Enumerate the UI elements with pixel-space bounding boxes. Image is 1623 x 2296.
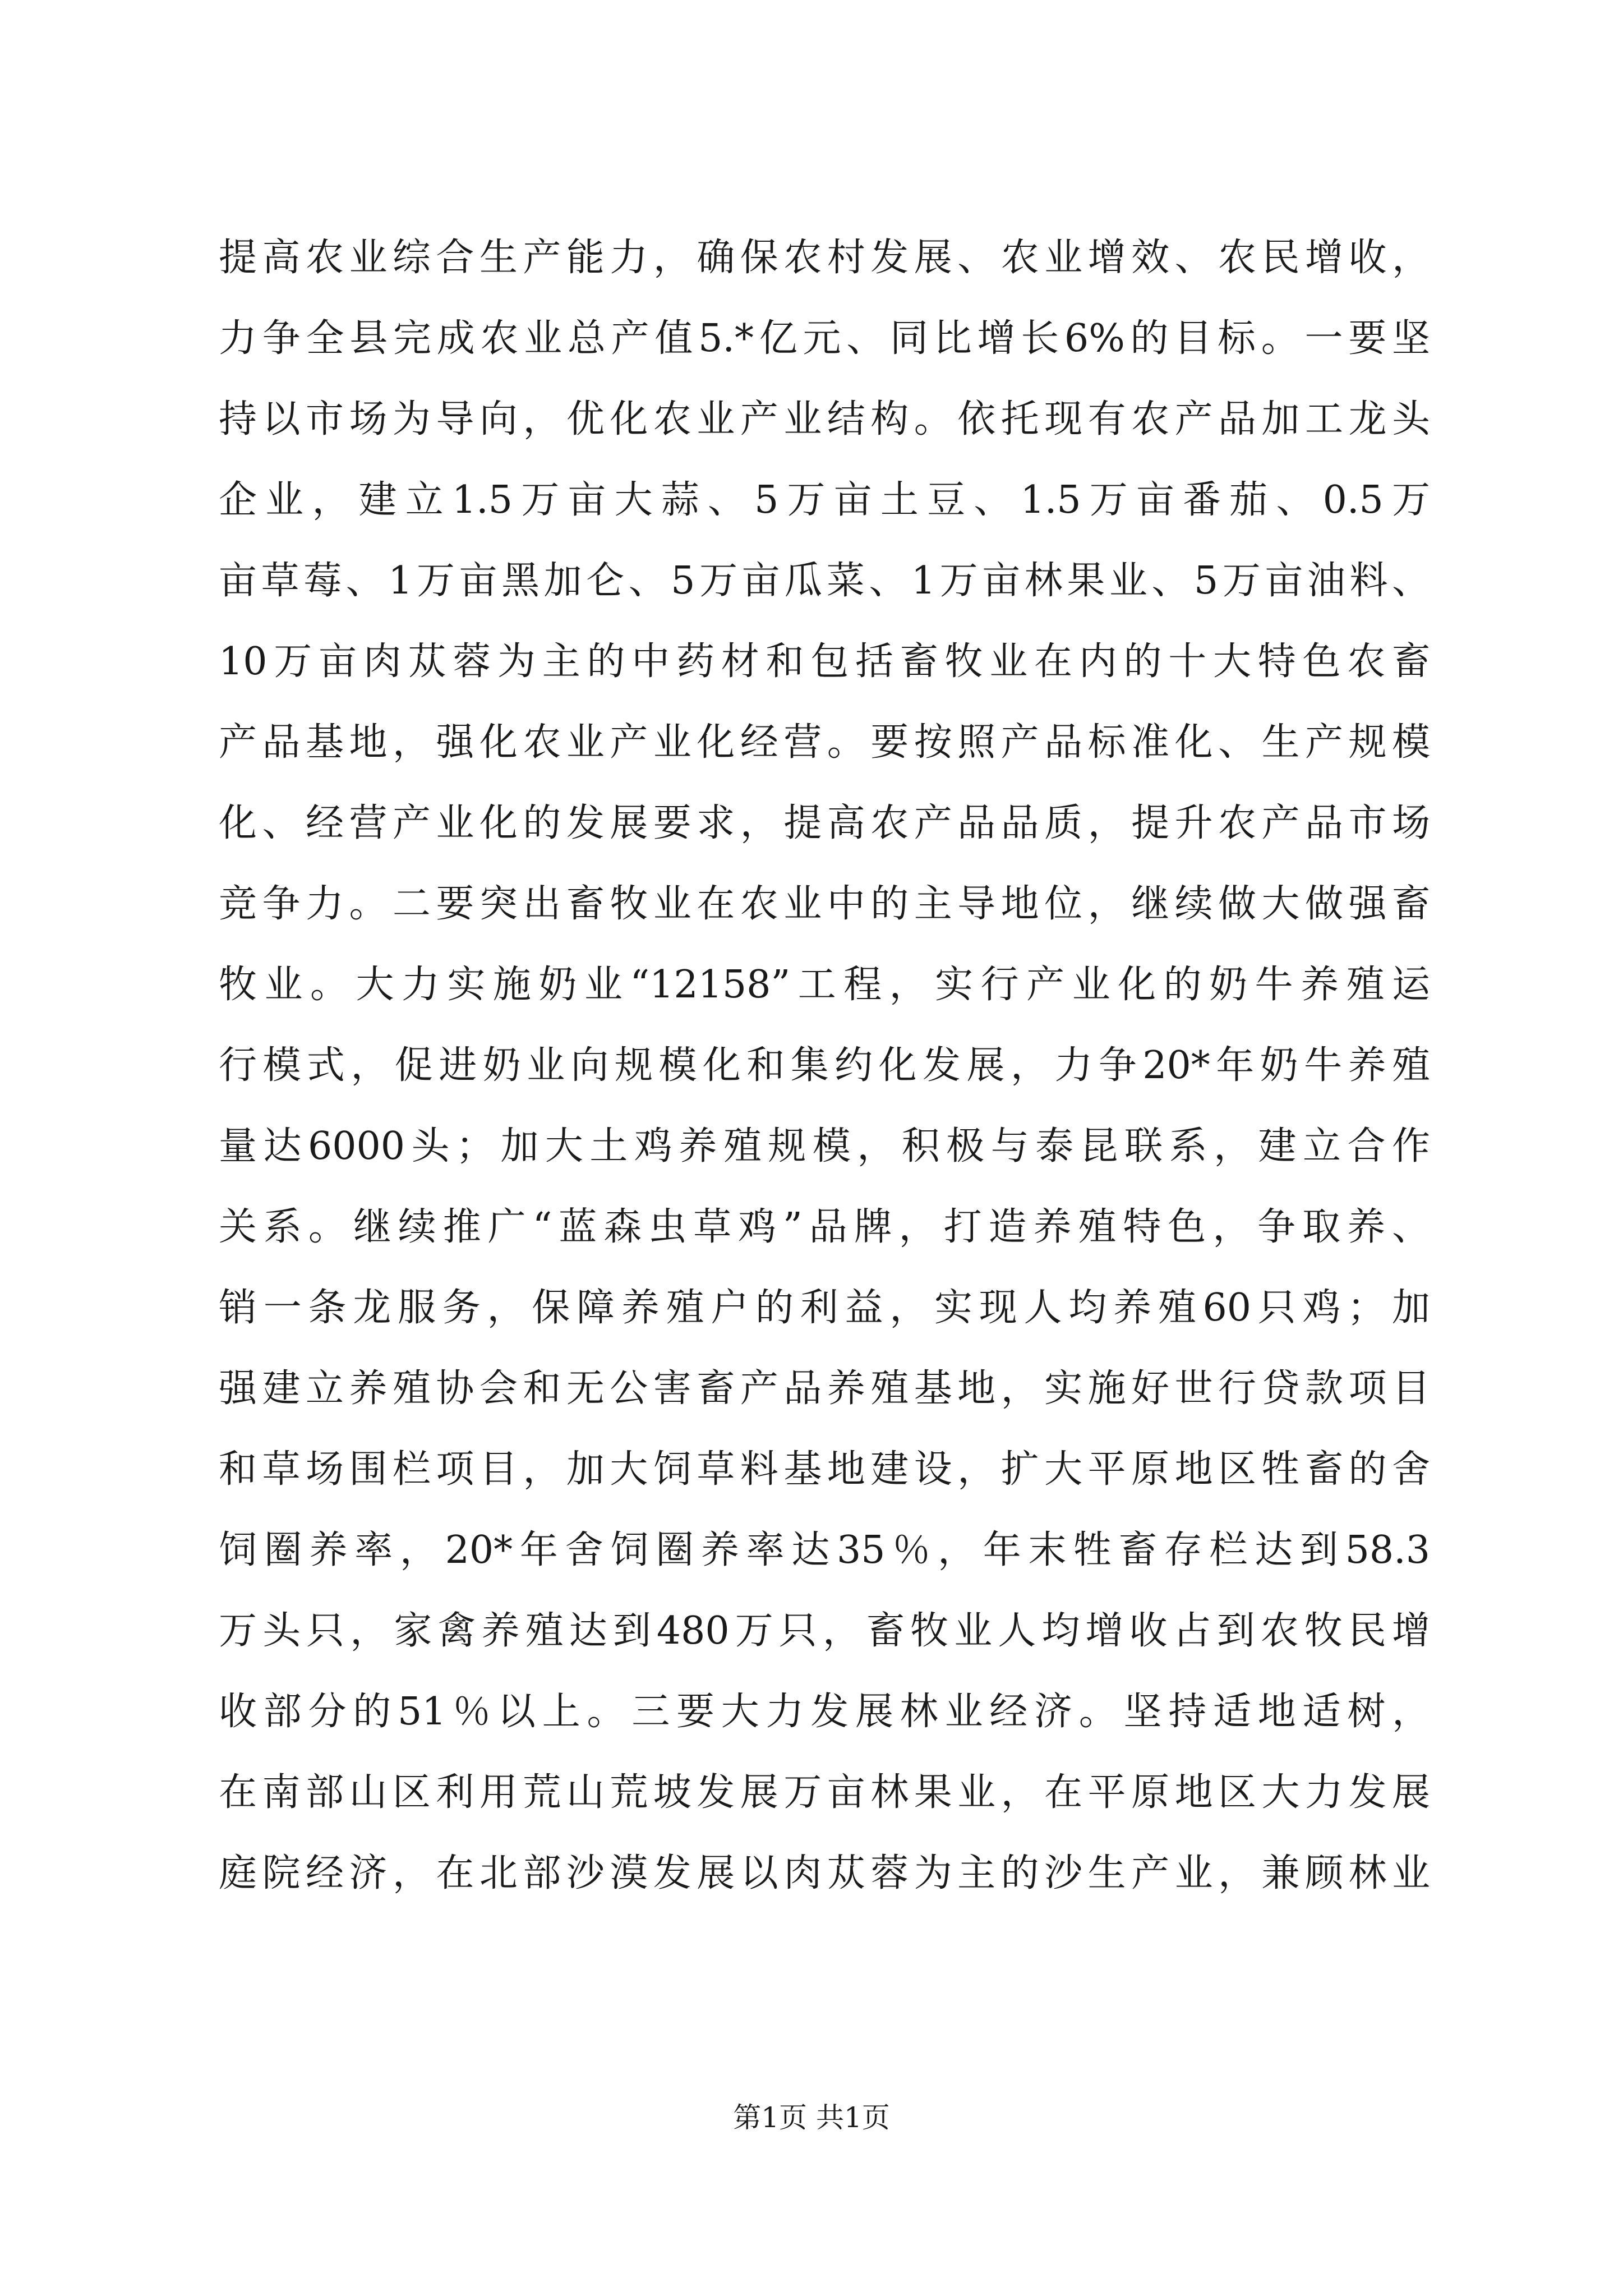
text-line: 企业，建立1.5万亩大蒜、5万亩土豆、1.5万亩番茄、0.5万 — [219, 478, 1430, 522]
text-line: 万头只，家禽养殖达到480万只，畜牧业人均增收占到农牧民增 — [219, 1609, 1430, 1653]
text-line: 化、经营产业化的发展要求，提高农产品品质，提升农产品市场 — [219, 801, 1430, 845]
text-line: 关系。继续推广“蓝森虫草鸡”品牌，打造养殖特色，争取养、 — [219, 1205, 1430, 1249]
text-line: 竞争力。二要突出畜牧业在农业中的主导地位，继续做大做强畜 — [219, 882, 1430, 926]
text-line: 庭院经济，在北部沙漠发展以肉苁蓉为主的沙生产业，兼顾林业 — [219, 1851, 1430, 1895]
text-line: 销一条龙服务，保障养殖户的利益，实现人均养殖60只鸡；加 — [219, 1286, 1430, 1330]
text-line: 强建立养殖协会和无公害畜产品养殖基地，实施好世行贷款项目 — [219, 1366, 1430, 1411]
text-line: 量达6000头；加大土鸡养殖规模，积极与泰昆联系，建立合作 — [219, 1124, 1430, 1168]
text-line: 牧业。大力实施奶业“12158”工程，实行产业化的奶牛养殖运 — [219, 963, 1430, 1007]
text-line: 持以市场为导向，优化农业产业结构。依托现有农产品加工龙头 — [219, 397, 1430, 441]
text-line: 在南部山区利用荒山荒坡发展万亩林果业，在平原地区大力发展 — [219, 1770, 1430, 1815]
text-line: 提高农业综合生产能力，确保农村发展、农业增效、农民增收， — [219, 236, 1430, 280]
text-line: 收部分的51％以上。三要大力发展林业经济。坚持适地适树， — [219, 1690, 1430, 1734]
body-text — [219, 218, 1430, 1914]
text-line: 行模式，促进奶业向规模化和集约化发展，力争20*年奶牛养殖 — [219, 1043, 1430, 1088]
page-footer — [0, 2101, 1623, 2134]
text-line: 力争全县完成农业总产值5.*亿元、同比增长6%的目标。一要坚 — [219, 316, 1430, 361]
text-line: 和草场围栏项目，加大饲草料基地建设，扩大平原地区牲畜的舍 — [219, 1447, 1430, 1492]
text-line: 饲圈养率，20*年舍饲圈养率达35％，年末牲畜存栏达到58.3 — [219, 1528, 1430, 1572]
text-line: 亩草莓、1万亩黑加仑、5万亩瓜菜、1万亩林果业、5万亩油料、 — [219, 559, 1430, 603]
text-line: 产品基地，强化农业产业化经营。要按照产品标准化、生产规模 — [219, 720, 1430, 765]
text-line: 10万亩肉苁蓉为主的中药材和包括畜牧业在内的十大特色农畜 — [219, 639, 1430, 684]
page-number-label: 第1页 共1页 — [733, 2101, 890, 2134]
